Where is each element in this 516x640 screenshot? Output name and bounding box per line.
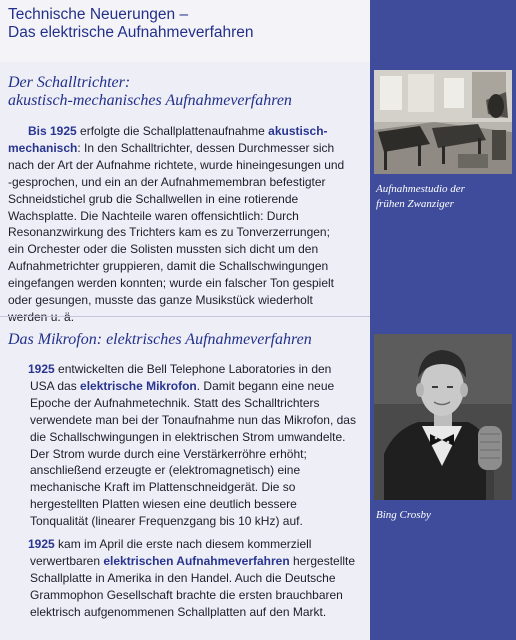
year-label: 1925 — [28, 362, 55, 376]
section-divider — [0, 316, 370, 317]
paragraph-text: kam im April die erste nach diesem kommerziell verwertbaren — [30, 537, 312, 568]
section-heading-schalltrichter — [8, 74, 292, 110]
paragraph-text: entwickelten die Bell Telephone Laboratories in den USA das — [30, 362, 332, 393]
paragraph-text: : In den Schalltrichter, dessen Durchmesser sich nach der Art der Aufnahme richtete, wurde hineingesungen und -gesprochen, und ein an der Aufnahmemembran befestigter Schneidstichel grub die Schallwellen in eine rotierende Wachsplatte. Die Nachteile waren offensichtlich: Durch Resonanzwirkung des Trichters kam es zu Tonverzerrungen; ein Orchester oder die Solisten mussten sich dicht um den Aufnahmetrichter gruppieren, damit die Schallschwingungen eingefangen werden konnten; wurde ein falscher Ton gespielt oder gesungen, musste das ganze Musikstück wiederholt — [8, 140, 345, 308]
bing-crosby-photo — [374, 334, 512, 500]
keyword-highlight: elektrische Mikrofon — [80, 378, 197, 393]
paragraph-schalltrichter — [8, 123, 348, 326]
caption-line-2: frühen Zwanziger — [376, 198, 454, 210]
year-label: Bis 1925 — [28, 124, 77, 138]
section-heading-line-2: akustisch-mechanisches Aufnahmeverfahren — [8, 92, 292, 109]
section-heading-line-1: Der Schalltrichter: — [8, 74, 131, 91]
paragraph-text: erfolgte die Schallplattenaufnahme — [76, 124, 269, 138]
recording-studio-photo — [374, 70, 512, 174]
section-heading-mikrofon: Das Mikrofon: elektrisches Aufnahmeverfahren — [8, 331, 312, 348]
keyword-highlight: elektrischen Aufnahmeverfahren — [103, 553, 290, 568]
paragraph-text: . Damit begann eine neue Epoche der Aufnahmetechnik. Statt des Schalltrichters verwendete man bei der Tonaufnahme nun das Mikrofon, das die Schallschwingungen in elektrischen Strom umwandelte. Der Strom wurde durch eine Verstärkerröhre erhöht; anschließend erzeugte er (elektromagnetisch) eine mechanische Kraft im Plattenschneidgerät. Die so hergestellten Platten wiesen eine deutlich bessere Tonqualität (linearer Frequenzgang bis 10 kHz) auf. — [30, 378, 356, 529]
paragraph-text: hergestellte Schallplatte in Amerika in den Handel. Auch die Deutsche Grammophon Gesellschaft brachte die ersten brauchbaren elektrisch aufgenommenen Schallplatten auf den Markt. — [30, 553, 356, 619]
page-title-line-1: Technische Neuerungen – — [8, 6, 189, 23]
photo-caption-crosby: Bing Crosby — [376, 509, 431, 521]
photo-caption-studio — [376, 182, 512, 212]
paragraph-mikrofon-2 — [30, 536, 356, 621]
paragraph-mikrofon-1 — [30, 361, 356, 530]
year-label: 1925 — [28, 537, 55, 551]
keyword-highlight: akustisch-mechanisch — [8, 124, 328, 155]
caption-line-1: Aufnahmestudio der — [376, 183, 465, 195]
page-title-line-2: Das elektrische Aufnahmeverfahren — [8, 24, 254, 41]
page-title — [8, 6, 358, 42]
